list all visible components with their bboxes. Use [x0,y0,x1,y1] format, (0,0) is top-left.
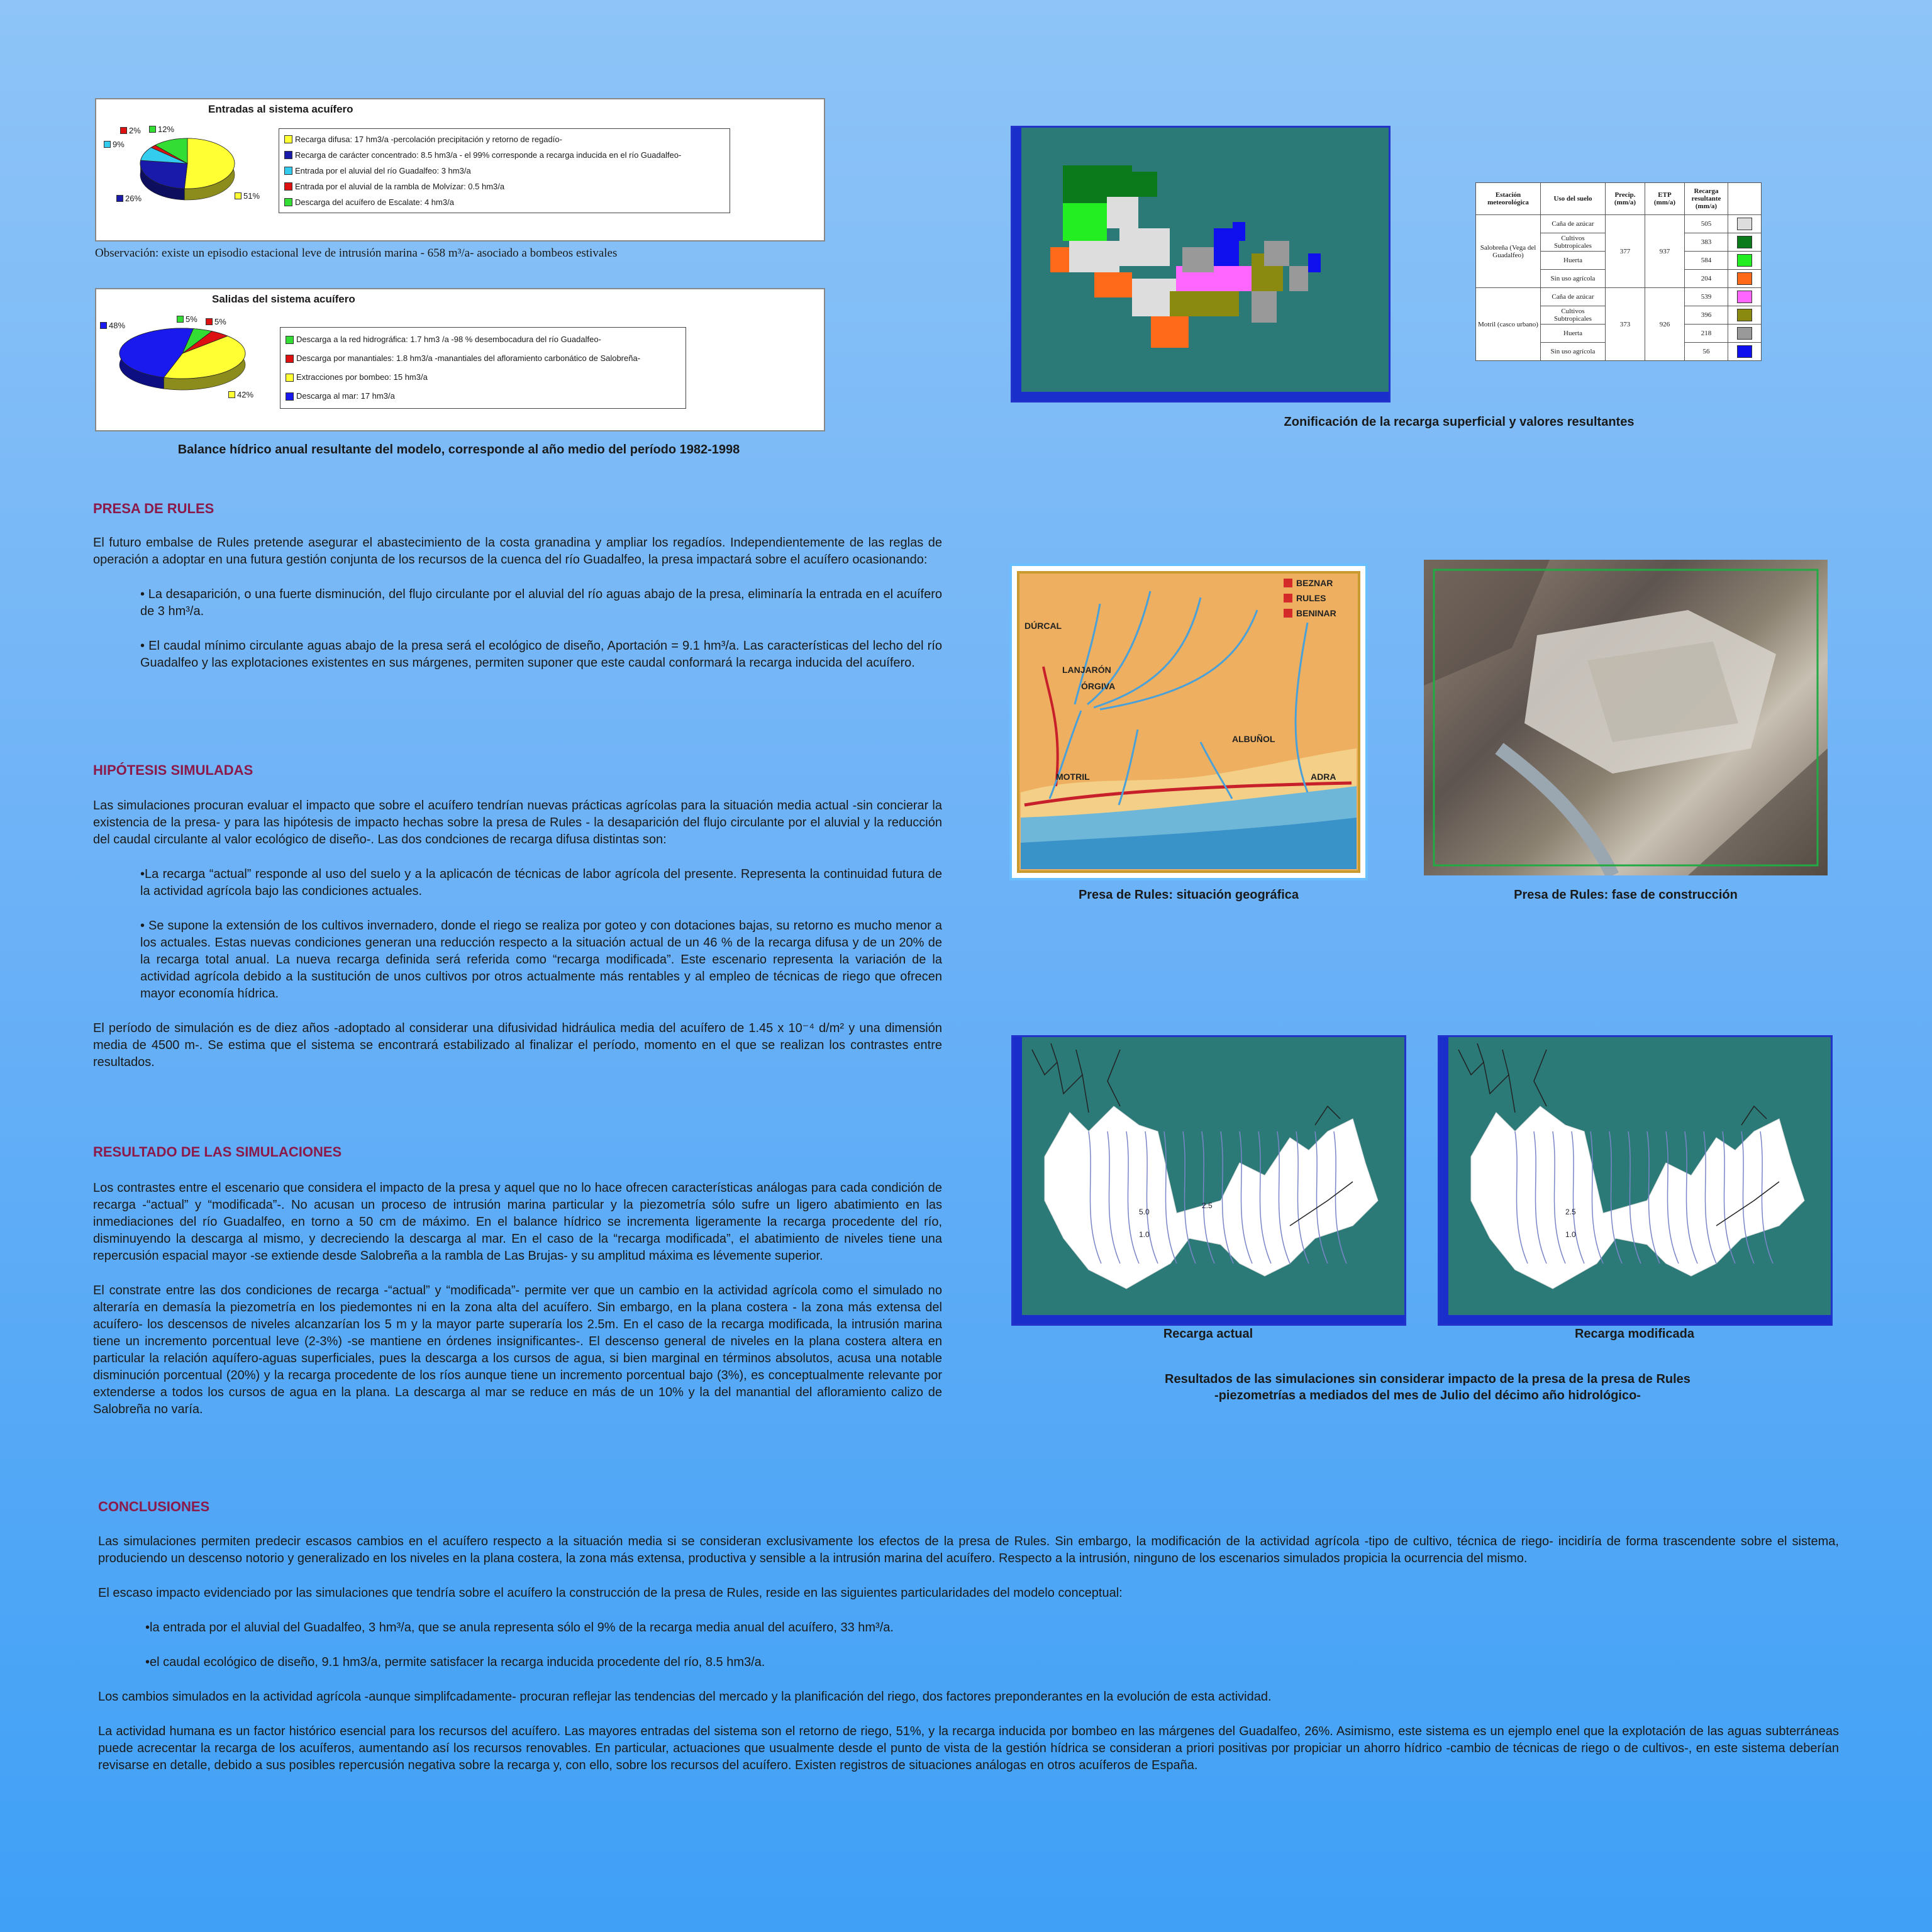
zone-block [1063,203,1107,241]
presa-text [93,535,942,672]
recarga-cell: 396 [1685,306,1728,325]
presa-title: PRESA DE RULES [93,501,214,516]
zonificacion-caption: Zonificación de la recarga superficial y valores resultantes [1284,415,1635,429]
uso-cell: Sin uso agrícola [1541,270,1606,288]
hipotesis-b2: • Se supone la extensión de los cultivos invernadero, donde el riego se realiza por goteo y con dotaciones bajas, su retorno es mucho menor a los actuales. Estas nuevas condiciones generan una reducción respecto a la situación actual de un 46 % de la recarga difusa y de un 20% de la recarga total anual. La nueva recarga definida será referida como “recarga modificada”. Este escenario representa la variación de la actividad agrícola debido a la sustitución de unos cultivos por otros actualmente más rentables y al empleo de técnicas de riego que ofrecen mayor economía hídrica. [140,919,942,1001]
salidas-pct-5b: 5% [206,317,226,326]
zone-block [1201,291,1239,316]
recarga-table [1475,182,1762,361]
color-swatch-cell [1728,215,1762,233]
color-swatch [1737,345,1752,358]
recarga-actual-caption: Recarga actual [1163,1327,1253,1341]
legend-item: Extracciones por bombeo: 15 hm3/a [286,368,680,387]
conclusiones-text [98,1533,1839,1774]
salidas-chart-title: Salidas del sistema acuífero [212,293,355,305]
entradas-chart-title: Entradas al sistema acuífero [208,103,353,115]
hipotesis-p1: Las simulaciones procuran evaluar el impacto que sobre el acuífero tendrían nuevas prácticas agrícolas para la situación media actual -sin concierar la existencia de la presa- y para las hipótesis de impacto hechas sobre la presa de Rules - la desaparición del flujo circulante por el aluvial y la reducción del caudal circulante al valor ecológico de diseño-. Las dos condciones de recarga difusa distintas son: [93,799,942,847]
presa-b1: • La desaparición, o una fuerte disminución, del flujo circulante por el aluvial del río aguas abajo de la presa, eliminaría la entrada en el acuífero de 3 hm³/a. [140,587,942,618]
color-swatch-cell [1728,252,1762,270]
town-adra: ADRA [1311,772,1336,782]
situacion-map-image [1009,564,1368,880]
construccion-photo [1424,560,1828,875]
contour-label-50: 5.0 [1139,1208,1150,1216]
legend-item: Entrada por el aluvial de la rambla de Molvízar: 0.5 hm3/a [284,179,724,194]
col-uso: Uso del suelo [1541,183,1606,215]
hipotesis-text [93,797,942,1071]
conclusiones-b2: •el caudal ecológico de diseño, 9.1 hm3/a, permite satisfacer la recarga inducida procedente del río, 8.5 hm3/a. [145,1655,765,1669]
table-row [1476,288,1762,306]
hipotesis-p2: El período de simulación es de diez años -adoptado al considerar una difusividad hidráulica media del acuífero de 1.45 x 10⁻⁴ d/m² y una dimensión media de 4500 m-. Se estima que el sistema se encontrará estabilizado al finalizar el período, momento en el que se realizan los contrastes entre resultados. [93,1021,942,1069]
color-swatch [1737,236,1752,248]
precip-cell: 377 [1606,215,1645,288]
contour-label-10: 1.0 [1565,1230,1576,1239]
conclusiones-title: CONCLUSIONES [98,1499,210,1514]
entradas-pct-2: 2% [120,126,141,135]
uso-cell: Sin uso agrícola [1541,343,1606,361]
precip-cell: 373 [1606,288,1645,361]
legend-item: Descarga al mar: 17 hm3/a [286,387,680,406]
color-swatch-cell [1728,233,1762,252]
legend-item: Entrada por el aluvial del río Guadalfeo: 3 hm3/a [284,163,724,179]
entradas-pct-26: 26% [116,194,142,203]
salidas-pct-48: 48% [100,321,125,330]
zone-block [1119,172,1157,197]
contour-line [1628,1131,1641,1263]
color-swatch-cell [1728,325,1762,343]
col-recarga: Recarga resultante (mm/a) [1685,183,1728,215]
town-albunol: ALBUÑOL [1232,734,1275,744]
salidas-pie [110,321,255,396]
town-durcal: DÚRCAL [1024,621,1062,631]
recarga-cell: 56 [1685,343,1728,361]
recarga-cell: 505 [1685,215,1728,233]
color-swatch [1737,218,1752,230]
uso-cell: Caña de azúcar [1541,288,1606,306]
recarga-cell: 584 [1685,252,1728,270]
recarga-modificada-map [1438,1035,1833,1326]
conclusiones-p2: El escaso impacto evidenciado por las simulaciones que tendría sobre el acuífero la construcción de la presa de Rules, reside en las siguientes particularidades del modelo conceptual: [98,1586,1123,1600]
uso-cell: Huerta [1541,325,1606,343]
col-color [1728,183,1762,215]
zone-block [1214,266,1252,291]
table-row [1476,215,1762,233]
station-cell: Salobreña (Vega del Guadalfeo) [1476,215,1541,288]
uso-cell: Cultivos Subtropicales [1541,306,1606,325]
zone-block [1289,266,1308,291]
legend-item: Descarga del acuífero de Escalate: 4 hm3/a [284,194,724,210]
etp-cell: 937 [1645,215,1685,288]
recarga-modificada-caption: Recarga modificada [1574,1327,1695,1341]
observacion-text: Observación: existe un episodio estacional leve de intrusión marina - 658 m³/a- asociado a bombeos estivales [95,247,618,260]
entradas-chart-panel [95,98,825,242]
entradas-pct-9: 9% [104,140,125,149]
situacion-caption: Presa de Rules: situación geográfica [1078,888,1299,902]
salidas-legend [280,327,686,409]
recarga-actual-map [1011,1035,1406,1326]
contour-line [1202,1131,1214,1263]
balance-caption: Balance hídrico anual resultante del modelo, corresponde al año medio del período 1982-1998 [177,443,740,457]
color-swatch [1737,327,1752,340]
legend-item: Descarga por manantiales: 1.8 hm3/a -manantiales del afloramiento carbonático de Salobreña- [286,349,680,368]
recarga-cell: 218 [1685,325,1728,343]
col-estacion: Estación meteorológica [1476,183,1541,215]
simulaciones-caption-line2: -piezometrías a mediados del mes de Julio del décimo año hidrológico- [1214,1389,1641,1402]
entradas-pct-12: 12% [149,125,174,134]
zone-block [1264,241,1289,266]
station-cell: Motril (casco urbano) [1476,288,1541,361]
zone-block [1151,316,1189,348]
salidas-pct-42: 42% [228,390,253,399]
town-lanjaron: LANJARÓN [1062,665,1111,675]
color-swatch [1737,272,1752,285]
conclusiones-b1: •la entrada por el aluvial del Guadalfeo, 3 hm³/a, que se anula representa sólo el 9% de la recarga media anual del acuífero, 33 hm³/a. [145,1621,894,1635]
contour-label-25: 2.5 [1565,1208,1576,1216]
zone-block [1308,253,1321,272]
color-swatch-cell [1728,288,1762,306]
color-swatch-cell [1728,306,1762,325]
zone-block [1107,197,1138,228]
recarga-cell: 204 [1685,270,1728,288]
legend-item: Recarga de carácter concentrado: 8.5 hm3/a - el 99% corresponde a recarga inducida en el río Guadalfeo- [284,147,724,163]
conclusiones-p3: Los cambios simulados en la actividad agrícola -aunque simplifcadamente- procuran reflejar las tendencias del mercado y la planificación del riego, dos factores preponderantes en la evolución de esta actividad. [98,1690,1272,1704]
recarga-cell: 539 [1685,288,1728,306]
salidas-chart-panel [95,288,825,431]
presa-b2: • El caudal mínimo circulante aguas abajo de la presa será el ecológico de diseño, Aportación = 9.1 hm³/a. Las características del lecho del río Guadalfeo y las explotaciones existentes en sus márgenes, permiten suponer que este caudal conformará la recarga inducida del acuífero. [140,639,942,670]
legend-rules: RULES [1296,593,1326,603]
legend-item: Descarga a la red hidrográfica: 1.7 hm3 /a -98 % desembocadura del río Guadalfeo- [286,330,680,349]
construccion-caption: Presa de Rules: fase de construcción [1514,888,1738,902]
uso-cell: Caña de azúcar [1541,215,1606,233]
simulaciones-caption [1006,1371,1849,1404]
resultado-p2: El constrate entre las dos condiciones de recarga -“actual” y “modificada”- permite ver que un cambio en la actividad agrícola como el simulado no alteraría en demasía la piezometría en los piedemontes ni en la zona alta del acuífero. Sin embargo, en la plana costera - la zona más extensa del acuífero- los descensos de niveles alcanzarían los 5 m y la mayor parte superaría los 2.5m. En el caso de la recarga modificada, la intrusión marina tiene un incremento porcentual leve (2-3%) -se mantiene en órdenes insignificantes-. El descenso general de niveles en la plana costera altera en particular la relación aquífero-aguas superficiales, pues la descarga a los cursos de agua, si bien marginal en términos absolutos, acusa una notable disminución porcentual (20%) y la recarga procedente de los ríos aunque tiene un incremento porcentual bajo (3%), es conceptualmente relevante por extenderse a todos los cursos de agua en la plana. La descarga al mar se reduce en más de un 10% y la del manantial del afloramiento calizo de Salobreña no varía. [93,1284,942,1416]
color-swatch [1737,291,1752,303]
recarga-cell: 383 [1685,233,1728,252]
color-swatch [1737,309,1752,321]
presa-p1: El futuro embalse de Rules pretende asegurar el abastecimiento de la costa granadina y ampliar los regadíos. Independientemente de las reglas de operación a adoptar en una futura gestión conjunta de los recursos de la cuenca del río Guadalfeo, la presa impactará sobre el acuífero ocasionando: [93,536,942,567]
uso-cell: Cultivos Subtropicales [1541,233,1606,252]
zone-block [1132,279,1176,316]
zone-block [1094,272,1132,297]
zone-block [1069,241,1119,272]
conclusiones-p4: La actividad humana es un factor histórico esencial para los recursos del acuífero. Las mayores entradas del sistema son el retorno de riego, 51%, y la recarga inducida por bombeo en las márgenes del Guadalfeo, 26%. Asimismo, este sistema es un ejemplo enel que la explotación de las aguas subterráneas puede acrecentar la recarga de los acuíferos, aumentando así los recursos renovables. En particular, actuaciones que usualmente desde el punto de vista de la gestión hídrica se consideran a priori positivas por propiciar un ahorro hídrico -cambio de técnicas de riego o de cultivos-, en este sistema deberían revisarse en detalle, debido a sus posibles repercusión negativa sobre la recarga y, con ello, sobre los recursos del acuífero. Existen registros de situaciones análogas en otros acuíferos de España. [98,1724,1839,1772]
resultado-p1: Los contrastes entre el escenario que considera el impacto de la presa y aquel que no lo hace ofrecen características análogas para cada condición de recarga -“actual” y “modificada”-. No acusan un proceso de intrusión marina particular y la piezometría sólo sufre un ligero abatimiento en las inmediaciones del río Guadalfeo, en torno a 50 cm de máximo. En el balance hídrico se incrementa ligeramente la recarga procedente del río, disminuyendo la descarga al mismo, y decreciendo la descarga al mar. En el caso de la “recarga modificada”, el abatimiento de niveles tiene una repercusión espacial mayor -se extiende desde Salobreña a la rambla de Las Brujas- y su amplitud máxima es lévemente superior. [93,1181,942,1263]
salidas-pct-5a: 5% [177,314,197,324]
zone-blocks [1050,165,1321,348]
conclusiones-p1: Las simulaciones permiten predecir escasos cambios en el acuífero respecto a la situación media si se consideran exclusivamente los efectos de la presa de Rules. Sin embargo, la modificación de la actividad agrícola -tipo de cultivo, técnica de riego- incidiría de forma trascendente sobre el sistema, produciendo un descenso notorio y generalizado en los niveles en la plana costera, la zona más extensa, productiva y sensible a la intrusión marina del acuífero. Respecto a la intrusión, ninguno de los escenarios simulados propicia la ocurrencia del mismo. [98,1535,1839,1565]
etp-cell: 926 [1645,288,1685,361]
uso-cell: Huerta [1541,252,1606,270]
contour-label-10: 1.0 [1139,1230,1150,1239]
hipotesis-title: HIPÓTESIS SIMULADAS [93,762,253,778]
color-swatch-cell [1728,270,1762,288]
zonificacion-map [1011,126,1391,402]
resultado-title: RESULTADO DE LAS SIMULACIONES [93,1144,342,1160]
legend-item: Recarga difusa: 17 hm3/a -percolación precipitación y retorno de regadío- [284,131,724,147]
town-orgiva: ÓRGIVA [1081,681,1116,691]
entradas-legend [279,128,730,213]
entradas-pct-51: 51% [235,191,260,201]
legend-beznar: BEZNAR [1296,578,1333,588]
zone-block [1119,228,1170,266]
col-etp: ETP (mm/a) [1645,183,1685,215]
hipotesis-b1: •La recarga “actual” responde al uso del suelo y a la aplicacón de técnicas de labor agrícola del presente. Representa la continuidad futura de la actividad agrícola bajo las condiciones actuales. [140,867,942,898]
color-swatch [1737,254,1752,267]
col-precip: Precip. (mm/a) [1606,183,1645,215]
zone-block [1050,247,1069,272]
legend-beninar: BENINAR [1296,608,1336,618]
zone-block [1252,291,1277,323]
entradas-pie [134,131,247,206]
town-motril: MOTRIL [1056,772,1090,782]
resultado-text [93,1180,942,1418]
simulaciones-caption-line1: Resultados de las simulaciones sin considerar impacto de la presa de la presa de Rules [1165,1372,1690,1386]
color-swatch-cell [1728,343,1762,361]
contour-label-25: 2.5 [1202,1201,1213,1210]
zone-block [1233,222,1245,241]
